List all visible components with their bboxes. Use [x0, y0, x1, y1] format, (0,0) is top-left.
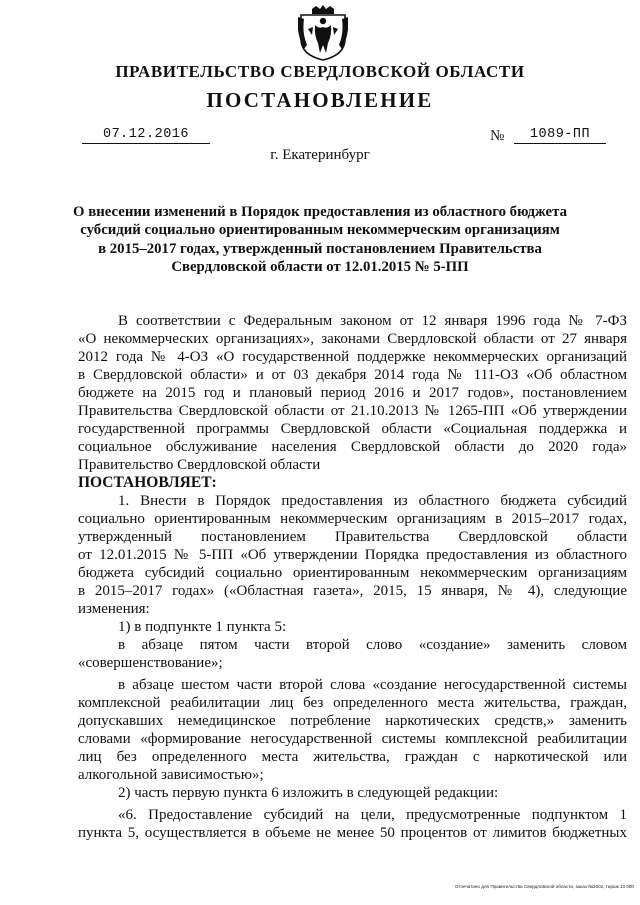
body-line: социально ориентированным некоммерческим организациям в 2015–2017 годах,: [78, 511, 627, 527]
body-line: Правительство Свердловской области: [78, 457, 321, 473]
body-line: изменения:: [78, 601, 150, 617]
body-line: социальное обслуживание населения Свердловской области до 2020 года»: [78, 439, 627, 455]
body-line: «совершенствование»;: [78, 655, 223, 671]
body-line: бюджета субсидий социально ориентированным некоммерческим организациям: [78, 565, 627, 581]
document-type: ПОСТАНОВЛЕНИЕ: [206, 88, 434, 112]
decree-keyword: ПОСТАНОВЛЯЕТ:: [78, 474, 217, 491]
title-line: в 2015–2017 годах, утвержденный постановлением Правительства: [98, 240, 542, 257]
body-line: алкогольной зависимостью»;: [78, 767, 264, 783]
document-title: [68, 203, 572, 277]
body-line: пункта 5, осуществляется в объеме не менее 50 процентов от лимитов бюджетных: [78, 825, 627, 841]
body-line: от 12.01.2015 № 5-ПП «Об утверждении Порядка предоставления из областного: [78, 547, 627, 563]
body-line: в абзаце пятом части второй слово «создание» заменить словом: [118, 637, 627, 653]
title-line: Свердловской области от 12.01.2015 № 5-ПП: [171, 259, 469, 276]
body-line: бюджете на 2015 год и плановый период 2016 и 2017 годов», постановлением: [78, 385, 627, 401]
print-footer: Отпечатано для Правительства Свердловской области, заказ №2002, тираж 10 000: [454, 884, 634, 889]
body-line: 1) в подпункте 1 пункта 5:: [118, 619, 287, 635]
body-line: 2) часть первую пункта 6 изложить в следующей редакции:: [118, 785, 499, 801]
body-line: комплексной реабилитации лиц без определенного места жительства, граждан,: [78, 695, 627, 711]
document-date: 07.12.2016: [82, 127, 210, 144]
body-line: в Свердловской области» и от 03 декабря 2014 года № 111-ОЗ «Об областном: [78, 367, 627, 383]
body-line: государственной программы Свердловской области «Социальная поддержка и: [78, 421, 627, 437]
coat-of-arms-emblem: [298, 5, 348, 61]
body-line: Правительства Свердловской области от 21.10.2013 № 1265-ПП «Об утверждении: [78, 403, 627, 419]
body-line: 1. Внести в Порядок предоставления из областного бюджета субсидий: [118, 493, 627, 509]
organization-name: ПРАВИТЕЛЬСТВО СВЕРДЛОВСКОЙ ОБЛАСТИ: [115, 62, 525, 81]
title-line: О внесении изменений в Порядок предоставления из областного бюджета: [73, 204, 567, 220]
body-line: словами «формирование негосударственной системы комплексной реабилитации: [78, 731, 627, 747]
body-line: В соответствии с Федеральным законом от 12 января 1996 года № 7-ФЗ: [118, 313, 627, 329]
document-body: [78, 312, 627, 842]
document-number: 1089-ПП: [514, 127, 606, 144]
body-line: «О некоммерческих организациях», законами Свердловской области от 27 января: [78, 331, 627, 347]
body-line: допускавших немедицинское потребление наркотических средств,» заменить: [78, 713, 627, 729]
body-line: лиц без определенного места жительства, граждан с наркотической или: [78, 749, 627, 765]
number-sign: №: [490, 128, 505, 144]
city-name: г. Екатеринбург: [270, 147, 370, 163]
body-line: «6. Предоставление субсидий на цели, предусмотренные подпунктом 1: [118, 807, 627, 823]
body-line: в 2015–2017 годах» («Областная газета», 2015, 15 января, № 4), следующие: [78, 583, 627, 599]
body-line: в абзаце шестом части второй слова «создание негосударственной системы: [118, 677, 627, 693]
body-line: утвержденный постановлением Правительства Свердловской области: [78, 529, 627, 545]
title-line: субсидий социально ориентированным некоммерческим организациям: [80, 222, 560, 239]
body-line: 2012 года № 4-ОЗ «О государственной поддержке некоммерческих организаций: [78, 349, 627, 365]
